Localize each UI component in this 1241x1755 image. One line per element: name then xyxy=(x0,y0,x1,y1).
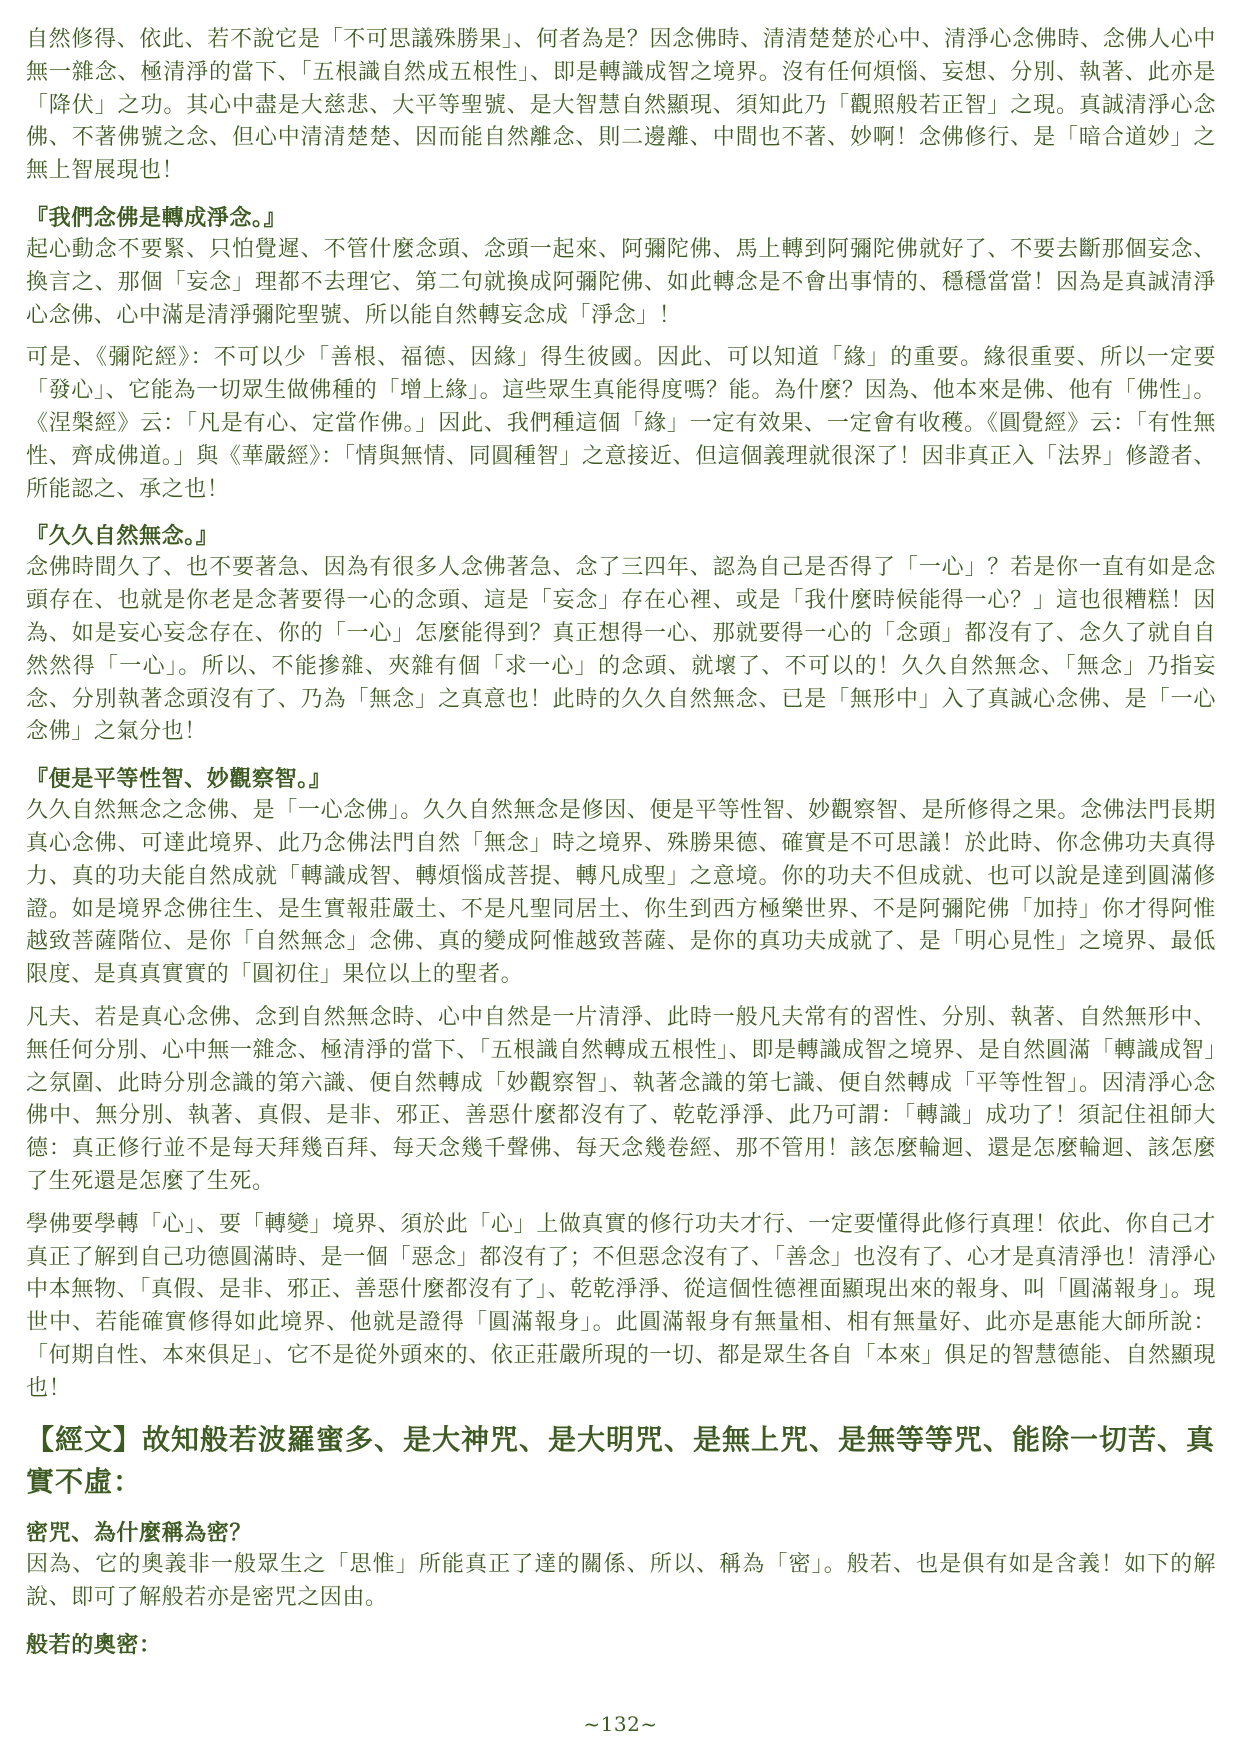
section-heading: 『我們念佛是轉成淨念。』 xyxy=(26,204,287,231)
paragraph: 可是、《彌陀經》：不可以少「善根、福德、因緣」得生彼國。因此、可以知道「緣」的重要。緣很重要、所以一定要「發心」、它能為一切眾生做佛種的「增上緣」。這些眾生真能得度嗎？能。為什麼？因為、他本來是佛、他有「佛性」。《涅槃經》云：「凡是有心、定當作佛。」因此、我們種這個「緣」一定有效果、一定會有收穫。《圓覺經》云：「有性無性、齊成佛道。」與《華嚴經》：「情與無情、同圓種智」之意接近、但這個義理就很深了！因非真正入「法界」修證者、所能認之、承之也！ xyxy=(26,345,1216,502)
section-heading: 般若的奧密： xyxy=(26,1632,162,1659)
paragraph: 因為、它的奧義非一般眾生之「思惟」所能真正了達的關係、所以、稱為「密」。般若、也是俱有如是含義！如下的解說、即可了解般若亦是密咒之因由。 xyxy=(26,1552,1216,1611)
section-heading: 『久久自然無念。』 xyxy=(26,523,219,550)
paragraph: 凡夫、若是真心念佛、念到自然無念時、心中自然是一片清淨、此時一般凡夫常有的習性、分別、執著、自然無形中、無任何分別、心中無一雜念、極清淨的當下、「五根識自然轉成五根性」、即是轉識成智之境界、是自然圓滿「轉識成智」之氛圍、此時分別念識的第六識、便自然轉成「妙觀察智」、執著念識的第七識、便自然轉成「平等性智」。因清淨心念佛中、無分別、執著、真假、是非、邪正、善惡什麼都沒有了、乾乾淨淨、此乃可謂：「轉識」成功了！須記住祖師大德：真正修行並不是每天拜幾百拜、每天念幾千聲佛、每天念幾卷經、那不管用！該怎麼輪迴、還是怎麼輪迴、該怎麼了生死還是怎麼了生死。 xyxy=(26,1004,1216,1194)
section-heading: 密咒、為什麼稱為密？ xyxy=(26,1520,253,1547)
paragraph: 起心動念不要緊、只怕覺遲、不管什麼念頭、念頭一起來、阿彌陀佛、馬上轉到阿彌陀佛就好了、不要去斷那個妄念、換言之、那個「妄念」理都不去理它、第二句就換成阿彌陀佛、如此轉念是不會出事情的、穩穩當當！因為是真誠清淨心念佛、心中滿是清淨彌陀聖號、所以能自然轉妄念成「淨念」！ xyxy=(26,236,1216,328)
page-number: ~132~ xyxy=(583,1712,658,1736)
paragraph: 久久自然無念之念佛、是「一心念佛」。久久自然無念是修因、便是平等性智、妙觀察智、是所修得之果。念佛法門長期真心念佛、可達此境界、此乃念佛法門自然「無念」時之境界、殊勝果德、確實是不可思議！於此時、你念佛功夫真得力、真的功夫能自然成就「轉識成智、轉煩惱成菩提、轉凡成聖」之意境。你的功夫不但成就、也可以說是達到圓滿修證。如是境界念佛往生、是生實報莊嚴土、不是凡聖同居土、你生到西方極樂世界、不是阿彌陀佛「加持」你才得阿惟越致菩薩階位、是你「自然無念」念佛、真的變成阿惟越致菩薩、是你的真功夫成就了、是「明心見性」之境界、最低限度、是真真實實的「圓初住」果位以上的聖者。 xyxy=(26,798,1216,988)
section-heading: 『便是平等性智、妙觀察智。』 xyxy=(26,766,332,793)
paragraph: 學佛要學轉「心」、要「轉變」境界、須於此「心」上做真實的修行功夫才行、一定要懂得此修行真理！依此、你自己才真正了解到自己功德圓滿時、是一個「惡念」都沒有了；不但惡念沒有了、「善念」也沒有了、心才是真清淨也！清淨心中本無物、「真假、是非、邪正、善惡什麼都沒有了」、乾乾淨淨、從這個性德裡面顯現出來的報身、叫「圓滿報身」。現世中、若能確實修得如此境界、他就是證得「圓滿報身」。此圓滿報身有無量相、相有無量好、此亦是惠能大師所說：「何期自性、本來俱足」、它不是從外頭來的、依正莊嚴所現的一切、都是眾生各自「本來」俱足的智慧德能、自然顯現也！ xyxy=(26,1211,1216,1401)
page-body xyxy=(26,24,1216,1661)
paragraph: 自然修得、依此、若不說它是「不可思議殊勝果」、何者為是？因念佛時、清清楚楚於心中、清淨心念佛時、念佛人心中無一雜念、極清淨的當下、「五根識自然成五根性」、即是轉識成智之境界。沒有任何煩惱、妄想、分別、執著、此亦是「降伏」之功。其心中盡是大慈悲、大平等聖號、是大智慧自然顯現、須知此乃「觀照般若正智」之現。真誠清淨心念佛、不著佛號之念、但心中清清楚楚、因而能自然離念、則二邊離、中間也不著、妙啊！念佛修行、是「暗合道妙」之無上智展現也！ xyxy=(26,27,1216,184)
paragraph: 念佛時間久了、也不要著急、因為有很多人念佛著急、念了三四年、認為自己是否得了「一心」？若是你一直有如是念頭存在、也就是你老是念著要得一心的念頭、這是「妄念」存在心裡、或是「我什麼時候能得一心？」這也很糟糕！因為、如是妄心妄念存在、你的「一心」怎麼能得到？真正想得一心、那就要得一心的「念頭」都沒有了、念久了就自自然然得「一心」。所以、不能摻雜、夾雜有個「求一心」的念頭、就壞了、不可以的！久久自然無念、「無念」乃指妄念、分別執著念頭沒有了、乃為「無念」之真意也！此時的久久自然無念、已是「無形中」入了真誠心念佛、是「一心念佛」之氣分也！ xyxy=(26,555,1216,745)
sutra-text-heading: 【經文】故知般若波羅蜜多、是大神咒、是大明咒、是無上咒、是無等等咒、能除一切苦、真實不虛： xyxy=(26,1423,1216,1499)
